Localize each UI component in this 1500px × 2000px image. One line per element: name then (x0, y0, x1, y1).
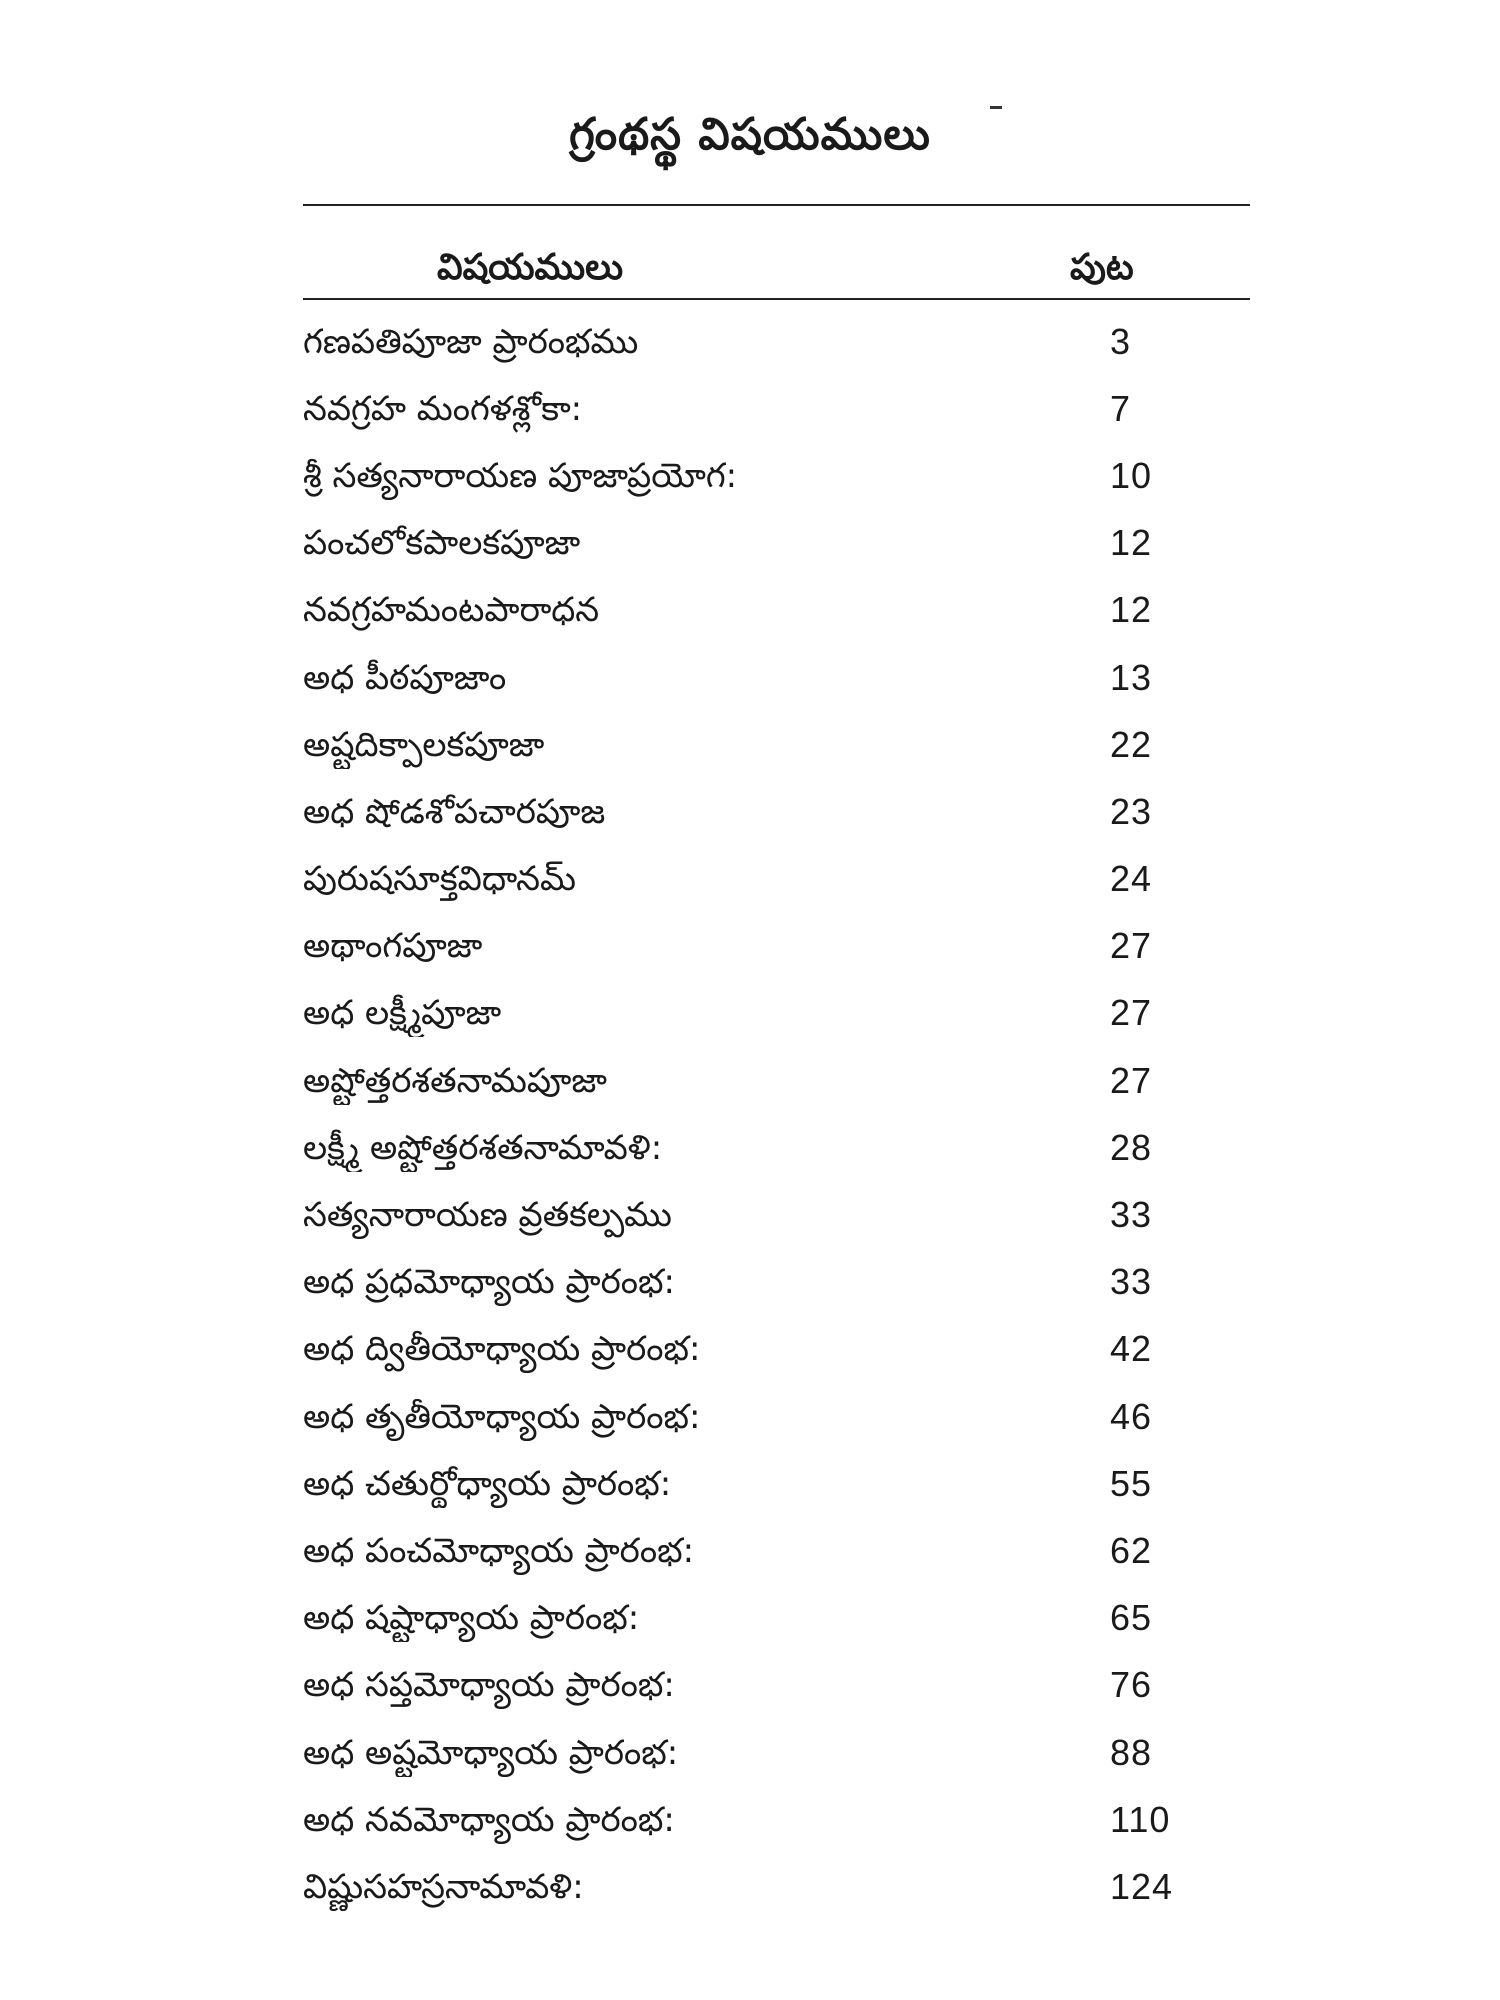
toc-entry-title: నవగ్రహ మంగళశ్లోకా: (303, 388, 583, 429)
toc-entry-page: 65 (1110, 1597, 1153, 1639)
toc-entry-title: పంచలోకపాలకపూజా (303, 523, 581, 564)
toc-entry-title: అధ పంచమోధ్యాయ ప్రారంభ: (303, 1530, 695, 1571)
toc-entry-title: అధ తృతీయోధ్యాయ ప్రారంభ: (303, 1396, 701, 1437)
toc-entry-page: 10 (1110, 454, 1153, 496)
toc-entry-page: 23 (1110, 790, 1153, 832)
toc-entry-title: అధ నవమోధ్యాయ ప్రారంభ: (303, 1799, 675, 1840)
toc-entry-title: అధ అష్టమోధ్యాయ ప్రారంభ: (303, 1732, 679, 1773)
toc-entry-title: పురుషసూక్తవిధానమ్ (303, 859, 576, 900)
toc-row (303, 778, 1250, 845)
toc-entry-title: అధ సప్తమోధ్యాయ ప్రారంభ: (303, 1665, 675, 1706)
toc-entry-page: 27 (1110, 1059, 1153, 1101)
toc-entry-page: 33 (1110, 1194, 1153, 1236)
toc-entry-page: 88 (1110, 1731, 1153, 1773)
toc-row (303, 980, 1250, 1047)
toc-entry-title: అష్టోత్తరశతనామపూజా (303, 1060, 607, 1101)
toc-entry-title: అధ ప్రధమోధ్యాయ ప్రారంభ: (303, 1262, 675, 1303)
toc-entry-page: 27 (1110, 925, 1153, 967)
toc-row (303, 1585, 1250, 1652)
toc-entry-page: 76 (1110, 1664, 1153, 1706)
toc-row (303, 644, 1250, 711)
toc-row (303, 577, 1250, 644)
toc-row (303, 1114, 1250, 1181)
toc-entry-page: 33 (1110, 1261, 1153, 1303)
toc-entry-page: 62 (1110, 1529, 1153, 1571)
toc-row (303, 1181, 1250, 1248)
toc-row (303, 1786, 1250, 1853)
toc-entry-title: అథాంగపూజా (303, 926, 483, 967)
toc-entry-page: 27 (1110, 992, 1153, 1034)
toc-entry-title: అధ షష్టాధ్యాయ ప్రారంభ: (303, 1598, 640, 1639)
toc-entry-page: 12 (1110, 522, 1153, 564)
toc-entry-page: 55 (1110, 1462, 1153, 1504)
toc-row (303, 846, 1250, 913)
toc-row (303, 1450, 1250, 1517)
toc-list (303, 308, 1250, 1921)
toc-entry-title: గణపతిపూజా ప్రారంభము (303, 321, 639, 362)
toc-row (303, 1652, 1250, 1719)
toc-row (303, 375, 1250, 442)
toc-row (303, 1047, 1250, 1114)
toc-entry-page: 124 (1110, 1865, 1174, 1907)
toc-entry-page: 24 (1110, 858, 1153, 900)
toc-entry-title: లక్ష్మీ అష్టోత్తరశతనామావళి: (303, 1127, 663, 1168)
toc-row (303, 913, 1250, 980)
toc-entry-title: సత్యనారాయణ వ్రతకల్పము (303, 1195, 672, 1236)
toc-entry-page: 28 (1110, 1126, 1153, 1168)
toc-entry-page: 12 (1110, 589, 1153, 631)
toc-entry-page: 13 (1110, 656, 1153, 698)
toc-row (303, 1719, 1250, 1786)
toc-entry-title: శ్రీ సత్యనారాయణ పూజాప్రయోగ: (303, 455, 738, 496)
toc-entry-page: 7 (1110, 387, 1132, 429)
toc-row (303, 1853, 1250, 1920)
toc-row (303, 1249, 1250, 1316)
toc-entry-title: అధ ద్వితీయోధ్యాయ ప్రారంభ: (303, 1329, 701, 1370)
toc-row (303, 308, 1250, 375)
column-header-subject: విషయములు (437, 247, 624, 288)
toc-row (303, 1383, 1250, 1450)
page-title: గ్రంథస్థ విషయములు (569, 109, 931, 160)
toc-entry-page: 22 (1110, 723, 1153, 765)
toc-entry-title: విష్ణుసహస్రనామావళి: (303, 1866, 584, 1907)
header-divider (303, 298, 1250, 300)
toc-entry-title: అధ చతుర్థోధ్యాయ ప్రారంభ: (303, 1463, 672, 1504)
toc-entry-title: అధ షోడశోపచారపూజ (303, 791, 606, 832)
toc-row (303, 1316, 1250, 1383)
toc-row (303, 711, 1250, 778)
toc-row (303, 1517, 1250, 1584)
toc-entry-page: 42 (1110, 1328, 1153, 1370)
toc-entry-title: నవగ్రహమంటపారాధన (303, 590, 600, 631)
top-divider (303, 204, 1250, 206)
column-header-page: పుట (1070, 247, 1134, 288)
toc-entry-title: అధ పీఠపూజాం (303, 657, 507, 698)
toc-row (303, 442, 1250, 509)
toc-row (303, 510, 1250, 577)
toc-entry-page: 110 (1110, 1798, 1171, 1840)
toc-entry-page: 46 (1110, 1395, 1153, 1437)
toc-entry-title: అధ లక్ష్మీపూజా (303, 993, 502, 1034)
toc-entry-page: 3 (1110, 320, 1132, 362)
toc-entry-title: అష్టదిక్పాలకపూజా (303, 724, 545, 765)
title-mark (990, 106, 1002, 109)
